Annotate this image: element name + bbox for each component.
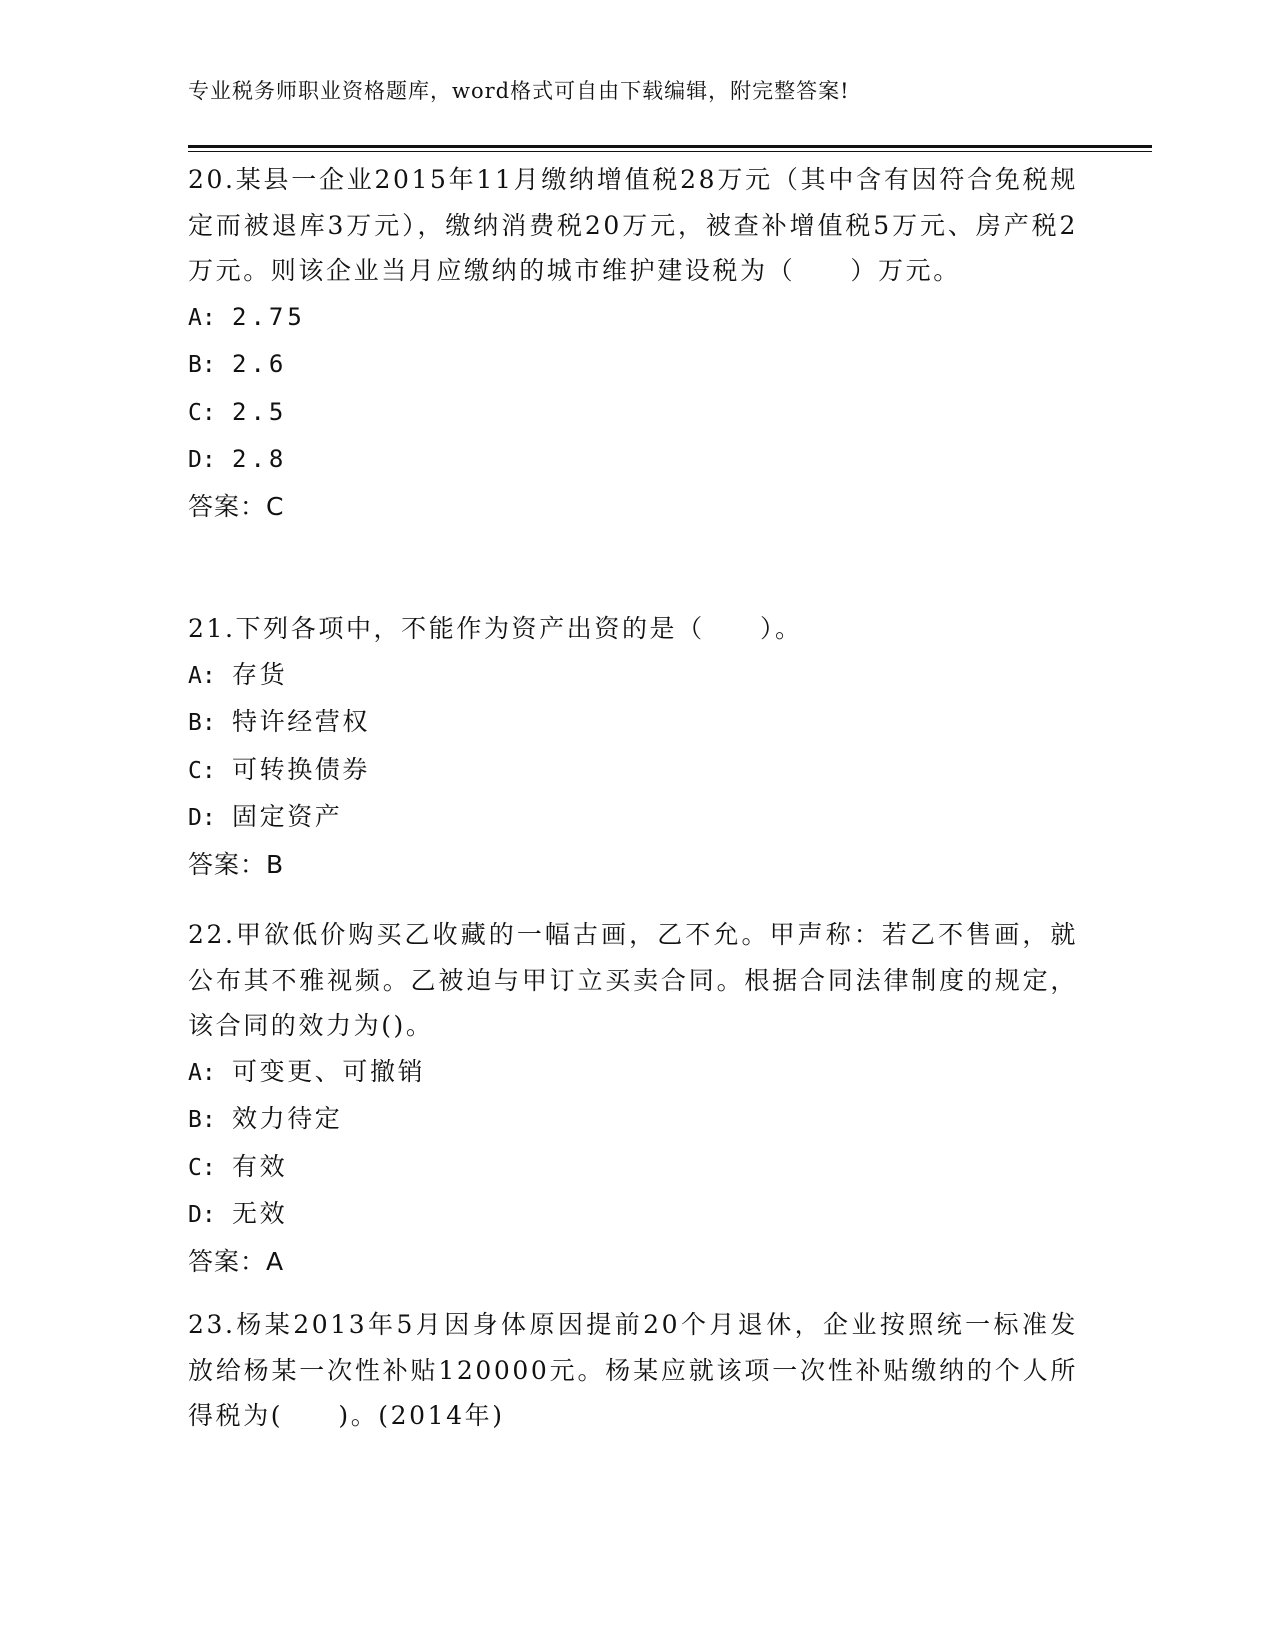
option-d: [188, 1191, 1078, 1239]
option-d: [188, 794, 1078, 842]
option-letter: B:: [188, 1107, 216, 1133]
option-c: [188, 389, 1078, 437]
answer-line: 答案：B: [188, 849, 285, 879]
option-text: 有效: [232, 1151, 288, 1181]
question-stem: 23.杨某2013年5月因身体原因提前20个月退休，企业按照统一标准发放给杨某一次性补贴120000元。杨某应就该项一次性补贴缴纳的个人所得税为( )。(2014年): [188, 1310, 1078, 1430]
option-b: [188, 1096, 1078, 1144]
question-20: [188, 157, 1078, 529]
option-text: 2.5: [232, 397, 288, 426]
header-divider-thick: [188, 145, 1152, 148]
option-letter: B:: [188, 352, 216, 378]
option-letter: A:: [188, 1059, 216, 1086]
option-text: 2.8: [232, 445, 288, 473]
option-letter: A:: [188, 304, 216, 331]
option-letter: C:: [188, 399, 216, 426]
option-text: 效力待定: [232, 1104, 343, 1133]
option-text: 可变更、可撤销: [232, 1056, 426, 1086]
option-letter: D:: [188, 805, 216, 831]
option-c: [188, 747, 1078, 795]
option-text: 特许经营权: [232, 707, 371, 736]
question-21: [188, 606, 1078, 887]
option-text: 固定资产: [232, 802, 343, 831]
answer-line: 答案：A: [188, 1246, 285, 1276]
page-header: 专业税务师职业资格题库，word格式可自由下载编辑，附完整答案!: [188, 79, 850, 103]
option-letter: C:: [188, 1154, 216, 1181]
question-stem: 21.下列各项中，不能作为资产出资的是（ ）。: [188, 614, 803, 643]
option-text: 可转换债券: [232, 754, 371, 784]
option-d: [188, 436, 1078, 484]
option-a: [188, 652, 1078, 700]
option-c: [188, 1144, 1078, 1192]
question-23: [188, 1302, 1078, 1439]
option-b: [188, 699, 1078, 747]
answer-line: 答案：C: [188, 491, 285, 521]
question-stem: 22.甲欲低价购买乙收藏的一幅古画，乙不允。甲声称：若乙不售画，就公布其不雅视频。乙被迫与甲订立买卖合同。根据合同法律制度的规定，该合同的效力为()。: [188, 920, 1078, 1040]
option-letter: D:: [188, 447, 216, 473]
option-a: [188, 1049, 1078, 1097]
option-letter: C:: [188, 757, 216, 784]
option-text: 存货: [232, 659, 288, 689]
option-letter: D:: [188, 1202, 216, 1228]
question-22: [188, 912, 1078, 1284]
option-letter: A:: [188, 662, 216, 689]
option-b: [188, 341, 1078, 389]
option-a: [188, 294, 1078, 342]
option-text: 2.75: [232, 302, 306, 331]
option-letter: B:: [188, 710, 216, 736]
question-stem: 20.某县一企业2015年11月缴纳增值税28万元（其中含有因符合免税规定而被退库3万元），缴纳消费税20万元，被查补增值税5万元、房产税2万元。则该企业当月应缴纳的城市维护建设税为（ ）万元。: [188, 165, 1078, 285]
option-text: 无效: [232, 1199, 288, 1228]
option-text: 2.6: [232, 350, 288, 378]
header-divider-thin: [188, 151, 1152, 152]
